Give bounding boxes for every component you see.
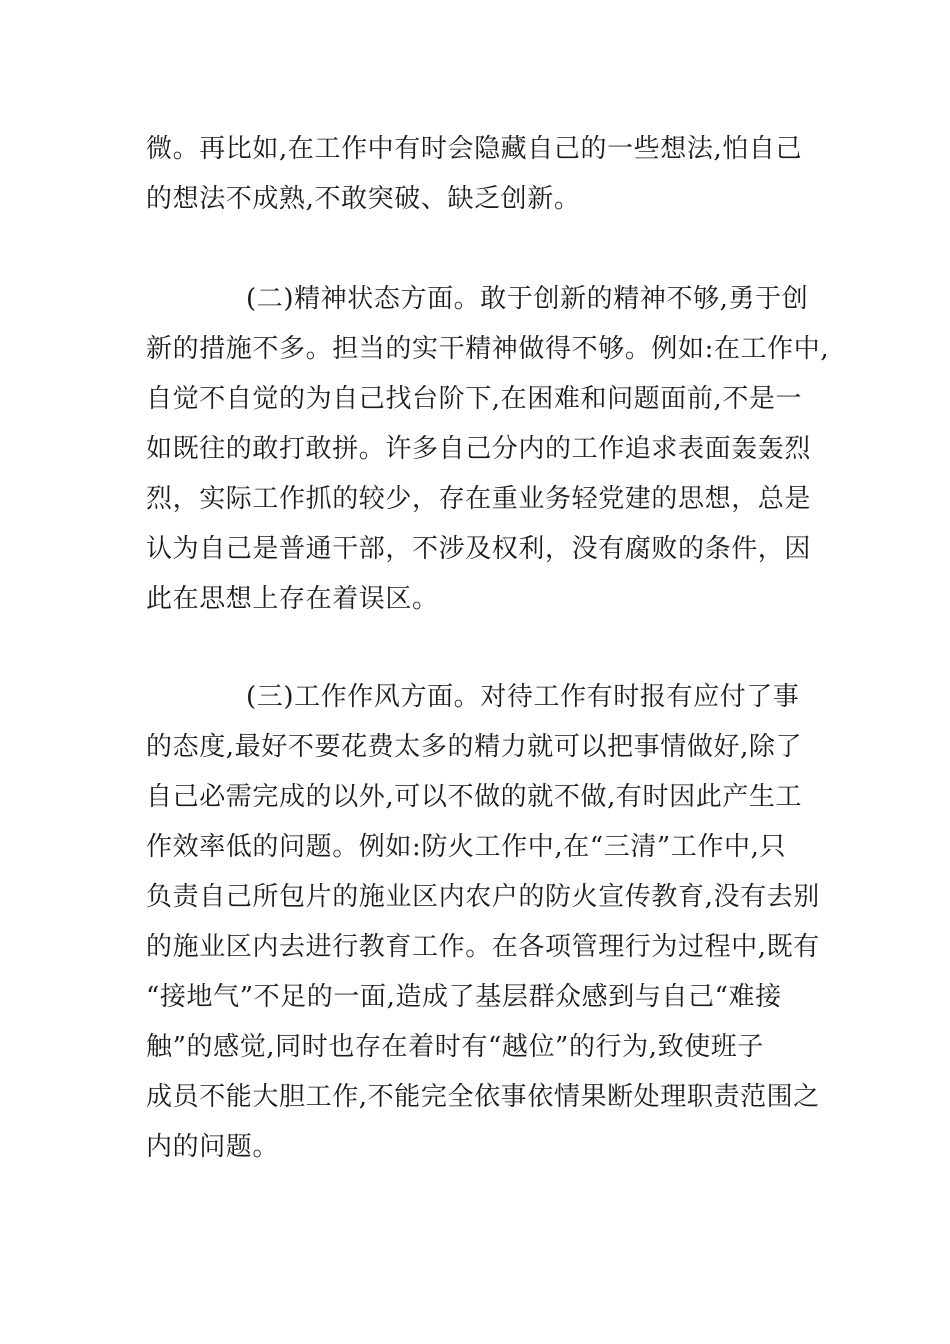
text-line: 新的措施不多。担当的实干精神做得不够。例如:在工作中, [146,334,830,364]
paragraph-work-style [146,672,820,1172]
text-line: 自觉不自觉的为自己找台阶下,在困难和问题面前,不是一 [146,384,803,414]
paragraph-continuation [146,124,816,224]
text-line: 的施业区内去进行教育工作。在各项管理行为过程中,既有 [146,932,820,962]
text-line: 作效率低的问题。例如:防火工作中,在“三清”工作中,只 [146,832,787,862]
text-line: 的态度,最好不要花费太多的精力就可以把事情做好,除了 [146,732,803,762]
text-line: 烈，实际工作抓的较少，存在重业务轻党建的思想，总是 [146,484,812,514]
paragraph-spirit-state [146,274,830,624]
text-line: 微。再比如,在工作中有时会隐藏自己的一些想法,怕自己 [146,134,803,164]
text-line: 负责自己所包片的施业区内农户的防火宣传教育,没有去别 [146,882,820,912]
paragraph-heading-line: (三)工作作风方面。对待工作有时报有应付了事 [246,682,800,712]
text-line: 触”的感觉,同时也存在着时有“越位”的行为,致使班子 [146,1032,765,1062]
text-line: 认为自己是普通干部，不涉及权利，没有腐败的条件，因 [146,534,812,564]
text-line: 成员不能大胆工作,不能完全依事依情果断处理职责范围之 [146,1082,820,1112]
text-line: 如既往的敢打敢拼。许多自己分内的工作追求表面轰轰烈 [146,434,812,464]
text-line: 自己必需完成的以外,可以不做的就不做,有时因此产生工 [146,782,803,812]
paragraph-heading-line: (二)精神状态方面。敢于创新的精神不够,勇于创 [246,284,809,314]
text-line: “接地气”不足的一面,造成了基层群众感到与自己“难接 [146,982,782,1012]
text-line: 的想法不成熟,不敢突破、缺乏创新。 [146,184,581,214]
text-line: 内的问题。 [146,1132,280,1162]
text-line: 此在思想上存在着误区。 [146,584,439,614]
